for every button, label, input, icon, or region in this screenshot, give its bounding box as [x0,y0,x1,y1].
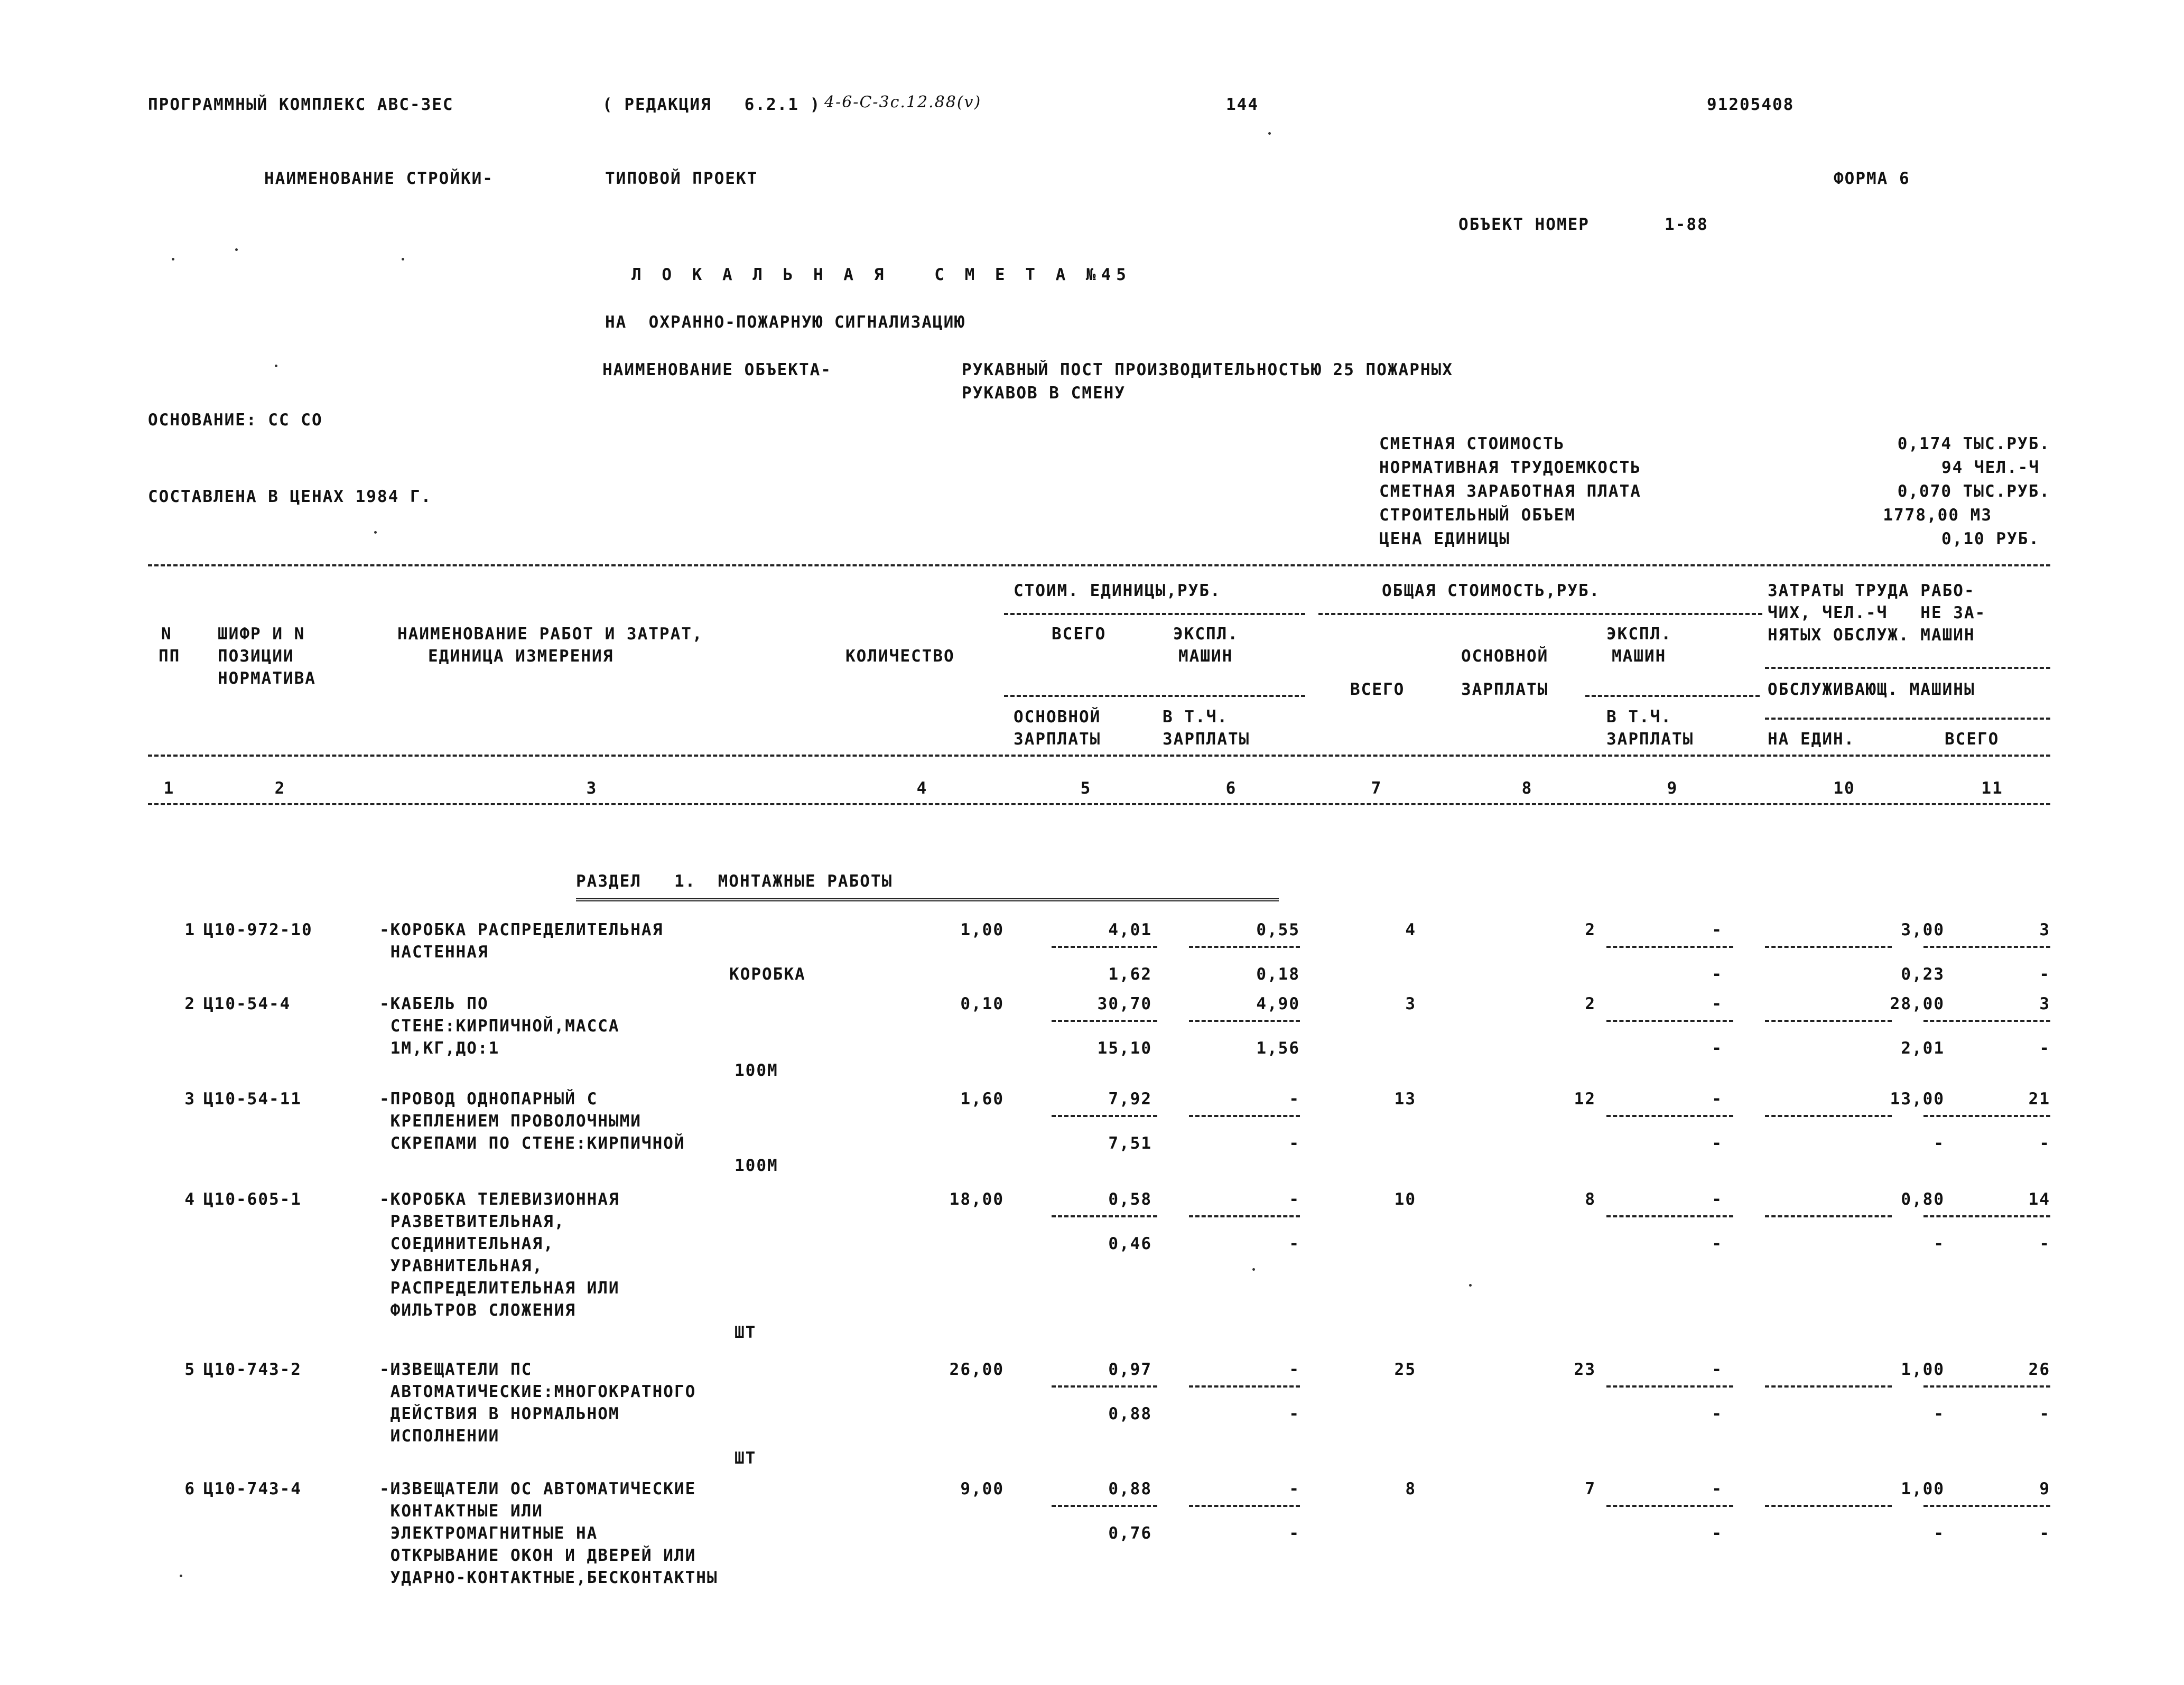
col-8-header: ОСНОВНОЙ [1461,647,1549,666]
object-value-1: РУКАВНЫЙ ПОСТ ПРОИЗВОДИТЕЛЬНОСТЬЮ 25 ПОЖАРНЫХ [962,360,1453,379]
col-11-header: ВСЕГО [1945,730,2000,749]
row-unit-cost: 4,01 [1108,920,1152,939]
row-unit: ШТ [735,1449,757,1468]
row-name-line: СТЕНЕ:КИРПИЧНОЙ,МАССА [379,1017,620,1036]
scan-speck [402,258,404,260]
row-number: 1 [184,920,196,939]
scan-speck [374,531,377,534]
col-5-6-header: СТОИМ. ЕДИНИЦЫ,РУБ. [1014,581,1221,600]
row-total-machine: - [1712,994,1723,1013]
col-4-header: КОЛИЧЕСТВО [845,647,955,666]
row-unit: ШТ [735,1323,757,1342]
cell-rule [1765,1215,1892,1217]
document-title: Л О К А Л Ь Н А Я С М Е Т А №45 [631,265,1131,284]
row-name-line: АВТОМАТИЧЕСКИЕ:МНОГОКРАТНОГО [379,1382,696,1401]
basis: ОСНОВАНИЕ: СС СО [148,411,323,430]
col-1-header: N [161,625,172,644]
cell-rule [1765,1385,1892,1388]
col-6-header: МАШИН [1178,647,1233,666]
rule [148,755,2050,757]
col-6-header: ЗАРПЛАТЫ [1163,730,1250,749]
row-unit: КОРОБКА [729,965,806,984]
row-unit-wages: 0,46 [1108,1234,1152,1253]
row-total-machine-wages: - [1712,1524,1723,1543]
row-number: 3 [184,1090,196,1109]
row-unit-wages: 7,51 [1108,1134,1152,1153]
row-name-line: ФИЛЬТРОВ СЛОЖЕНИЯ [379,1301,576,1320]
row-unit-machine-wages: 0,18 [1256,965,1300,984]
summary-label: СМЕТНАЯ ЗАРАБОТНАЯ ПЛАТА [1379,482,1641,501]
row-total-wages: 2 [1585,994,1596,1013]
row-labor-unit: 3,00 [1901,920,1945,939]
row-unit-wages: 15,10 [1097,1039,1152,1058]
building-value: ТИПОВОЙ ПРОЕКТ [605,169,758,188]
row-name-line: РАСПРЕДЕЛИТЕЛЬНАЯ ИЛИ [379,1279,620,1298]
col-10-11-header: ЧИХ, ЧЕЛ.-Ч НЕ ЗА- [1768,603,1986,622]
row-code: Ц10-605-1 [203,1190,302,1209]
row-total-machine-wages: - [1712,1039,1723,1058]
row-labor-total-machine: - [2039,1234,2050,1253]
row-name-line: -КОРОБКА ТЕЛЕВИЗИОННАЯ [379,1190,620,1209]
row-labor-unit: 13,00 [1890,1090,1945,1109]
row-labor-total: 9 [2039,1479,2050,1498]
price-basis: СОСТАВЛЕНА В ЦЕНАХ 1984 Г. [148,487,432,506]
scan-speck [180,1575,182,1577]
row-name-line: РАЗВЕТВИТЕЛЬНАЯ, [379,1212,565,1231]
row-unit-cost: 30,70 [1097,994,1152,1013]
row-unit-machine: 0,55 [1256,920,1300,939]
rule [1585,695,1760,697]
row-unit-machine: 4,90 [1256,994,1300,1013]
row-total: 25 [1394,1360,1416,1379]
col-10-header: НА ЕДИН. [1768,730,1855,749]
cell-rule [1765,1505,1892,1507]
row-labor-total-machine: - [2039,965,2050,984]
cell-rule [1189,1505,1300,1507]
summary-value: 0,10 РУБ. [1941,529,2040,548]
scan-speck [172,258,174,260]
row-labor-unit: 1,00 [1901,1360,1945,1379]
rule [1765,667,2050,669]
col-6-header: В Т.Ч. [1163,707,1228,727]
cell-rule [1189,1215,1300,1217]
col-number: 3 [586,779,598,798]
row-number: 5 [184,1360,196,1379]
row-unit-cost: 0,88 [1108,1479,1152,1498]
summary-value: 0,174 ТЫС.РУБ. [1897,434,2050,453]
col-7-9-header: ОБЩАЯ СТОИМОСТЬ,РУБ. [1382,581,1601,600]
row-unit-machine: - [1289,1360,1300,1379]
summary-value: 0,070 ТЫС.РУБ. [1897,482,2050,501]
col-9-header: В Т.Ч. [1606,707,1672,727]
cell-rule [1765,1115,1892,1117]
section-underline [576,898,1279,901]
row-name-line: -ИЗВЕЩАТЕЛИ ОС АВТОМАТИЧЕСКИЕ [379,1479,696,1498]
cell-rule [1052,946,1157,948]
rule [148,564,2050,566]
cell-rule [1923,1385,2050,1388]
col-5-header: ВСЕГО [1052,625,1107,644]
row-total-wages: 2 [1585,920,1596,939]
row-code: Ц10-743-4 [203,1479,302,1498]
building-label: НАИМЕНОВАНИЕ СТРОЙКИ- [264,169,494,188]
row-name-line: ЭЛЕКТРОМАГНИТНЫЕ НА [379,1524,598,1543]
col-5-header: ЗАРПЛАТЫ [1014,730,1101,749]
row-unit-wages: 0,88 [1108,1404,1152,1423]
col-3-header: ЕДИНИЦА ИЗМЕРЕНИЯ [428,647,614,666]
row-unit: 100М [735,1061,778,1080]
cell-rule [1189,946,1300,948]
row-quantity: 1,60 [960,1090,1004,1109]
row-unit-machine-wages: - [1289,1234,1300,1253]
summary-value: 1778,00 М3 [1883,506,1992,525]
row-total-machine-wages: - [1712,1234,1723,1253]
col-number: 1 [163,779,175,798]
row-labor-unit-machine: - [1934,1524,1945,1543]
cell-rule [1606,1020,1733,1022]
row-number: 4 [184,1190,196,1209]
rule [148,803,2050,805]
row-number: 6 [184,1479,196,1498]
row-total-machine-wages: - [1712,1134,1723,1153]
row-labor-unit-machine: - [1934,1404,1945,1423]
document-subtitle: НА ОХРАННО-ПОЖАРНУЮ СИГНАЛИЗАЦИЮ [605,313,965,332]
row-total-wages: 23 [1574,1360,1596,1379]
row-labor-total-machine: - [2039,1134,2050,1153]
row-quantity: 26,00 [949,1360,1004,1379]
row-labor-unit-machine: 0,23 [1901,965,1945,984]
col-number: 8 [1521,779,1533,798]
row-name-line: УДАРНО-КОНТАКТНЫЕ,БЕСКОНТАКТНЫ [379,1568,718,1587]
row-labor-total-machine: - [2039,1524,2050,1543]
row-labor-total: 26 [2028,1360,2050,1379]
row-total-machine-wages: - [1712,1404,1723,1423]
row-name-line: НАСТЕННАЯ [379,943,489,962]
cell-rule [1606,1385,1733,1388]
row-quantity: 1,00 [960,920,1004,939]
row-code: Ц10-743-2 [203,1360,302,1379]
col-9-header: ЗАРПЛАТЫ [1606,730,1694,749]
row-labor-total-machine: - [2039,1404,2050,1423]
row-name-line: -КАБЕЛЬ ПО [379,994,489,1013]
cell-rule [1052,1505,1157,1507]
col-2-header: НОРМАТИВА [218,669,316,688]
cell-rule [1923,1505,2050,1507]
rule [1004,613,1305,615]
row-unit-cost: 0,97 [1108,1360,1152,1379]
row-total-machine: - [1712,1479,1723,1498]
summary-label: НОРМАТИВНАЯ ТРУДОЕМКОСТЬ [1379,458,1641,477]
row-total: 4 [1405,920,1416,939]
summary-label: ЦЕНА ЕДИНИЦЫ [1379,529,1510,548]
row-quantity: 0,10 [960,994,1004,1013]
row-labor-total: 3 [2039,994,2050,1013]
row-unit-machine-wages: - [1289,1404,1300,1423]
col-number: 6 [1225,779,1237,798]
row-labor-unit: 0,80 [1901,1190,1945,1209]
rule [1318,613,1762,615]
row-labor-unit-machine: 2,01 [1901,1039,1945,1058]
scan-speck [235,248,238,251]
row-total-machine: - [1712,920,1723,939]
row-labor-unit-machine: - [1934,1234,1945,1253]
col-2-header: ПОЗИЦИИ [218,647,294,666]
row-number: 2 [184,994,196,1013]
doc-code: 91205408 [1707,95,1795,114]
col-10-11-header: ЗАТРАТЫ ТРУДА РАБО- [1768,581,1975,600]
row-quantity: 9,00 [960,1479,1004,1498]
cell-rule [1189,1020,1300,1022]
program-name: ПРОГРАММНЫЙ КОМПЛЕКС АВС-ЗЕС [148,95,454,114]
row-unit: 100М [735,1156,778,1175]
row-name-line: УРАВНИТЕЛЬНАЯ, [379,1256,543,1276]
row-unit-machine-wages: 1,56 [1256,1039,1300,1058]
row-name-line: ДЕЙСТВИЯ В НОРМАЛЬНОМ [379,1404,620,1423]
row-unit-wages: 0,76 [1108,1524,1152,1543]
row-labor-total: 14 [2028,1190,2050,1209]
form-label: ФОРМА 6 [1834,169,1910,188]
col-number: 9 [1667,779,1678,798]
object-number: 1-88 [1665,215,1708,234]
page-number: 144 [1226,95,1259,114]
col-8-header: ЗАРПЛАТЫ [1461,680,1549,699]
cell-rule [1189,1115,1300,1117]
col-number: 4 [916,779,928,798]
row-unit-machine-wages: - [1289,1524,1300,1543]
row-total: 10 [1394,1190,1416,1209]
row-unit-wages: 1,62 [1108,965,1152,984]
col-number: 10 [1833,779,1855,798]
cell-rule [1606,1115,1733,1117]
row-total-machine: - [1712,1190,1723,1209]
row-code: Ц10-54-11 [203,1090,302,1109]
cell-rule [1765,946,1892,948]
cell-rule [1923,1020,2050,1022]
rule [1004,695,1305,697]
cell-rule [1052,1215,1157,1217]
row-total-machine-wages: - [1712,965,1723,984]
col-6-header: ЭКСПЛ. [1173,625,1239,644]
col-9-header: МАШИН [1612,647,1667,666]
cell-rule [1052,1115,1157,1117]
row-name-line: КОНТАКТНЫЕ ИЛИ [379,1502,543,1521]
summary-label: СТРОИТЕЛЬНЫЙ ОБЪЕМ [1379,506,1576,525]
row-total: 13 [1394,1090,1416,1109]
section-title: РАЗДЕЛ 1. МОНТАЖНЫЕ РАБОТЫ [576,872,893,891]
cell-rule [1606,946,1733,948]
handwritten-note: 4-6-С-3с.12.88(v) [824,93,982,111]
summary-value: 94 ЧЕЛ.-Ч [1941,458,2040,477]
cell-rule [1923,1215,2050,1217]
row-total: 3 [1405,994,1416,1013]
row-unit-machine: - [1289,1090,1300,1109]
row-name-line: -КОРОБКА РАСПРЕДЕЛИТЕЛЬНАЯ [379,920,664,939]
row-unit-machine: - [1289,1190,1300,1209]
row-total-wages: 12 [1574,1090,1596,1109]
row-name-line: -ИЗВЕЩАТЕЛИ ПС [379,1360,533,1379]
col-10-11-header: НЯТЫХ ОБСЛУЖ. МАШИН [1768,626,1975,645]
row-labor-unit: 1,00 [1901,1479,1945,1498]
row-code: Ц10-54-4 [203,994,291,1013]
col-number: 11 [1981,779,2003,798]
row-quantity: 18,00 [949,1190,1004,1209]
row-total-wages: 7 [1585,1479,1596,1498]
summary-label: СМЕТНАЯ СТОИМОСТЬ [1379,434,1565,453]
rule [1765,718,2050,720]
row-unit-machine: - [1289,1479,1300,1498]
col-9-header: ЭКСПЛ. [1606,625,1672,644]
row-name-line: ИСПОЛНЕНИИ [379,1427,500,1446]
row-total-machine: - [1712,1360,1723,1379]
cell-rule [1765,1020,1892,1022]
row-unit-machine-wages: - [1289,1134,1300,1153]
cell-rule [1189,1385,1300,1388]
col-7-header: ВСЕГО [1350,680,1405,699]
row-name-line: -ПРОВОД ОДНОПАРНЫЙ С [379,1090,598,1109]
object-value-2: РУКАВОВ В СМЕНУ [962,384,1126,403]
row-labor-total: 3 [2039,920,2050,939]
scan-speck [1252,1268,1255,1271]
row-labor-unit-machine: - [1934,1134,1945,1153]
scan-speck [1268,132,1271,135]
object-number-label: ОБЪЕКТ НОМЕР [1458,215,1590,234]
col-10-11-header: ОБСЛУЖИВАЮЩ. МАШИНЫ [1768,680,1975,699]
row-labor-unit: 28,00 [1890,994,1945,1013]
col-3-header: НАИМЕНОВАНИЕ РАБОТ И ЗАТРАТ, [397,625,703,644]
col-5-header: ОСНОВНОЙ [1014,707,1101,727]
row-unit-cost: 0,58 [1108,1190,1152,1209]
row-name-line: КРЕПЛЕНИЕМ ПРОВОЛОЧНЫМИ [379,1112,642,1131]
object-label: НАИМЕНОВАНИЕ ОБЪЕКТА- [602,360,832,379]
row-total-wages: 8 [1585,1190,1596,1209]
revision: ( РЕДАКЦИЯ 6.2.1 ) [602,95,821,114]
cell-rule [1606,1505,1733,1507]
row-code: Ц10-972-10 [203,920,313,939]
col-number: 5 [1080,779,1092,798]
row-name-line: ОТКРЫВАНИЕ ОКОН И ДВЕРЕЙ ИЛИ [379,1546,696,1565]
row-name-line: 1М,КГ,ДО:1 [379,1039,500,1058]
cell-rule [1606,1215,1733,1217]
row-labor-total-machine: - [2039,1039,2050,1058]
cell-rule [1052,1385,1157,1388]
col-1-header: ПП [159,647,181,666]
row-total-machine: - [1712,1090,1723,1109]
row-total: 8 [1405,1479,1416,1498]
row-unit-cost: 7,92 [1108,1090,1152,1109]
col-number: 2 [274,779,286,798]
row-name-line: СКРЕПАМИ ПО СТЕНЕ:КИРПИЧНОЙ [379,1134,685,1153]
scan-speck [1469,1284,1472,1287]
cell-rule [1052,1020,1157,1022]
cell-rule [1923,1115,2050,1117]
col-number: 7 [1371,779,1382,798]
row-labor-total: 21 [2028,1090,2050,1109]
row-name-line: СОЕДИНИТЕЛЬНАЯ, [379,1234,554,1253]
scan-speck [275,365,277,367]
cell-rule [1923,946,2050,948]
col-2-header: ШИФР И N [218,625,305,644]
